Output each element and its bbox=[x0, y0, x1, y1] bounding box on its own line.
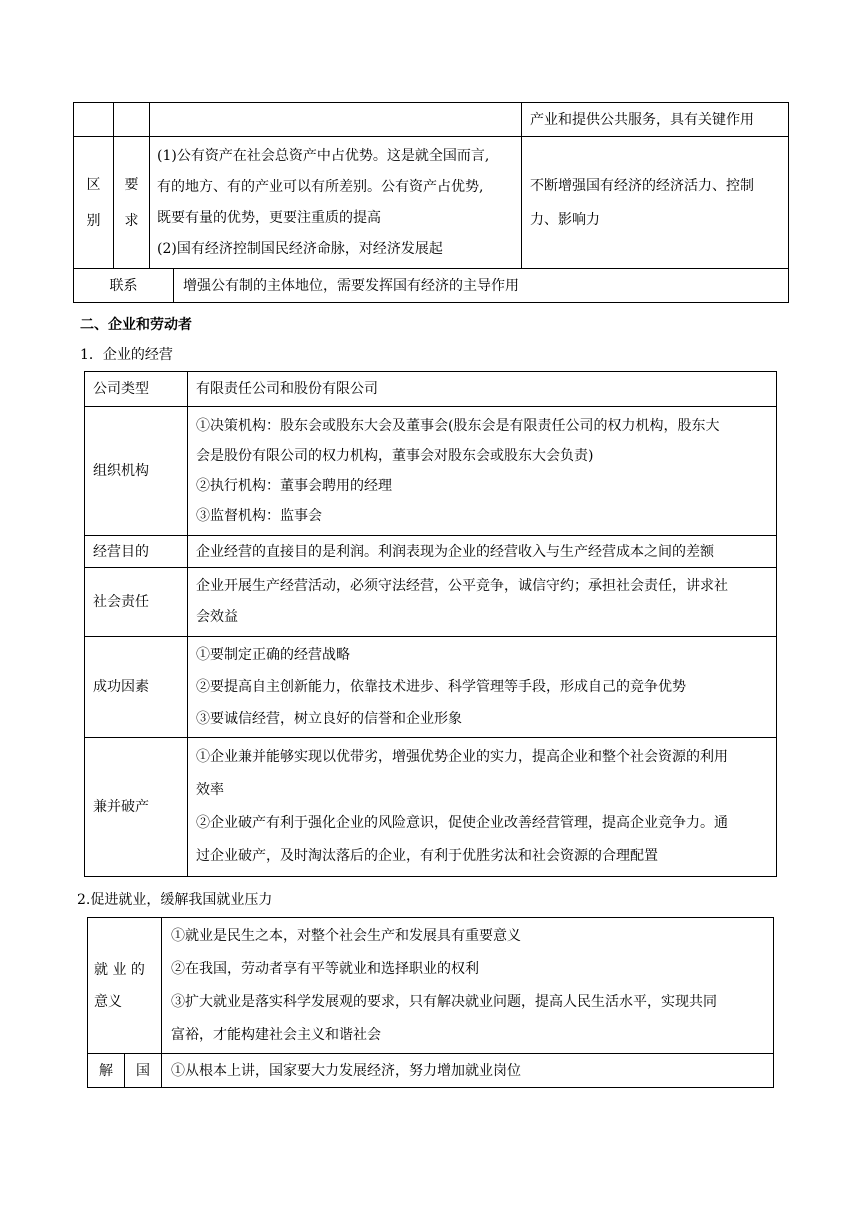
table-cell-text: 产业和提供公共服务，具有关键作用 bbox=[530, 111, 754, 128]
table-cell-text: 有的地方、有的产业可以有所差别。公有资产占优势, bbox=[157, 179, 484, 195]
row-label: 求 bbox=[124, 212, 139, 229]
table-cell-text: 企业经营的直接目的是利润。利润表现为企业的经营收入与生产经营成本之间的差额 bbox=[196, 543, 714, 560]
row-label: 兼并破产 bbox=[93, 799, 149, 815]
row-label: 经营目的 bbox=[93, 543, 149, 560]
table-row bbox=[85, 637, 777, 738]
table-cell-text: (1)公有资产在社会总资产中占优势。这是就全国而言, bbox=[157, 148, 490, 164]
table-row bbox=[85, 372, 777, 407]
table-cell-text: 富裕，才能构建社会主义和谐社会 bbox=[171, 1026, 381, 1043]
row-label: 意义 bbox=[94, 993, 122, 1010]
table-cell-text: (2)国有经济控制国民经济命脉，对经济发展起 bbox=[157, 241, 443, 257]
table-cell-text: ①从根本上讲，国家要大力发展经济，努力增加就业岗位 bbox=[171, 1062, 521, 1079]
table-3 bbox=[87, 917, 774, 1088]
row-label: 区 bbox=[86, 176, 101, 193]
section-heading: 二、企业和劳动者 bbox=[80, 317, 192, 333]
table-2 bbox=[84, 371, 777, 877]
table-row bbox=[74, 103, 789, 137]
table-cell-text: ①要制定正确的经营战略 bbox=[196, 647, 350, 663]
table-cell-text: ①企业兼并能够实现以优带劣，增强优势企业的实力，提高企业和整个社会资源的利用 bbox=[196, 749, 728, 765]
table-cell-text: ③监督机构：监事会 bbox=[196, 508, 322, 524]
row-label: 要 bbox=[124, 176, 139, 193]
table-cell-text: 既要有量的优势，更要注重质的提高 bbox=[157, 210, 381, 226]
table-row bbox=[85, 568, 777, 637]
table-1 bbox=[73, 102, 789, 303]
table-cell-text: ②企业破产有利于强化企业的风险意识，促使企业改善经营管理，提高企业竞争力。通 bbox=[196, 815, 728, 831]
table-row bbox=[74, 137, 789, 269]
table-cell-text: ③要诚信经营，树立良好的信誉和企业形象 bbox=[196, 711, 462, 727]
table-cell-text: ③扩大就业是落实科学发展观的要求，只有解决就业问题，提高人民生活水平，实现共同 bbox=[171, 993, 717, 1010]
table-row bbox=[85, 738, 777, 877]
table-cell-text: ①决策机构：股东会或股东大会及董事会(股东会是有限责任公司的权力机构，股东大 bbox=[196, 418, 720, 434]
subsection-title: 2.促进就业，缓解我国就业压力 bbox=[77, 892, 273, 908]
table-cell-text: 过企业破产，及时淘汰落后的企业，有利于优胜劣汰和社会资源的合理配置 bbox=[196, 848, 658, 864]
row-label: 组织机构 bbox=[93, 463, 149, 479]
table-cell-text: ①就业是民生之本，对整个社会生产和发展具有重要意义 bbox=[171, 927, 521, 944]
row-label: 别 bbox=[86, 212, 101, 229]
table-cell-text: ②执行机构：董事会聘用的经理 bbox=[196, 478, 392, 494]
row-label: 联系 bbox=[109, 277, 138, 294]
table-cell-text: ②要提高自主创新能力，依靠技术进步、科学管理等手段，形成自己的竞争优势 bbox=[196, 679, 686, 695]
row-label: 公司类型 bbox=[93, 381, 149, 397]
row-label: 就 业 的 bbox=[94, 961, 145, 978]
table-cell-text: 会是股份有限公司的权力机构，董事会对股东会或股东大会负责) bbox=[196, 448, 594, 464]
table-row bbox=[88, 1054, 774, 1088]
table-cell-text: 力、影响力 bbox=[530, 211, 600, 228]
row-label: 国 bbox=[136, 1062, 150, 1079]
table-row bbox=[85, 407, 777, 536]
table-cell-text: ②在我国，劳动者享有平等就业和选择职业的权利 bbox=[171, 960, 479, 977]
table-row bbox=[88, 918, 774, 1054]
table-cell-text: 会效益 bbox=[196, 609, 238, 625]
table-row bbox=[85, 536, 777, 568]
row-label: 社会责任 bbox=[93, 594, 149, 610]
subsection-title: 1．企业的经营 bbox=[80, 347, 173, 363]
table-cell-text: 增强公有制的主体地位，需要发挥国有经济的主导作用 bbox=[183, 277, 519, 294]
table-cell-text: 企业开展生产经营活动，必须守法经营，公平竞争，诚信守约；承担社会责任，讲求社 bbox=[196, 578, 728, 594]
table-cell-text: 有限责任公司和股份有限公司 bbox=[196, 381, 378, 397]
row-label: 解 bbox=[99, 1062, 113, 1079]
table-row bbox=[74, 269, 789, 303]
row-label: 成功因素 bbox=[93, 679, 149, 695]
table-cell-text: 不断增强国有经济的经济活力、控制 bbox=[530, 177, 754, 194]
table-cell-text: 效率 bbox=[196, 782, 224, 798]
